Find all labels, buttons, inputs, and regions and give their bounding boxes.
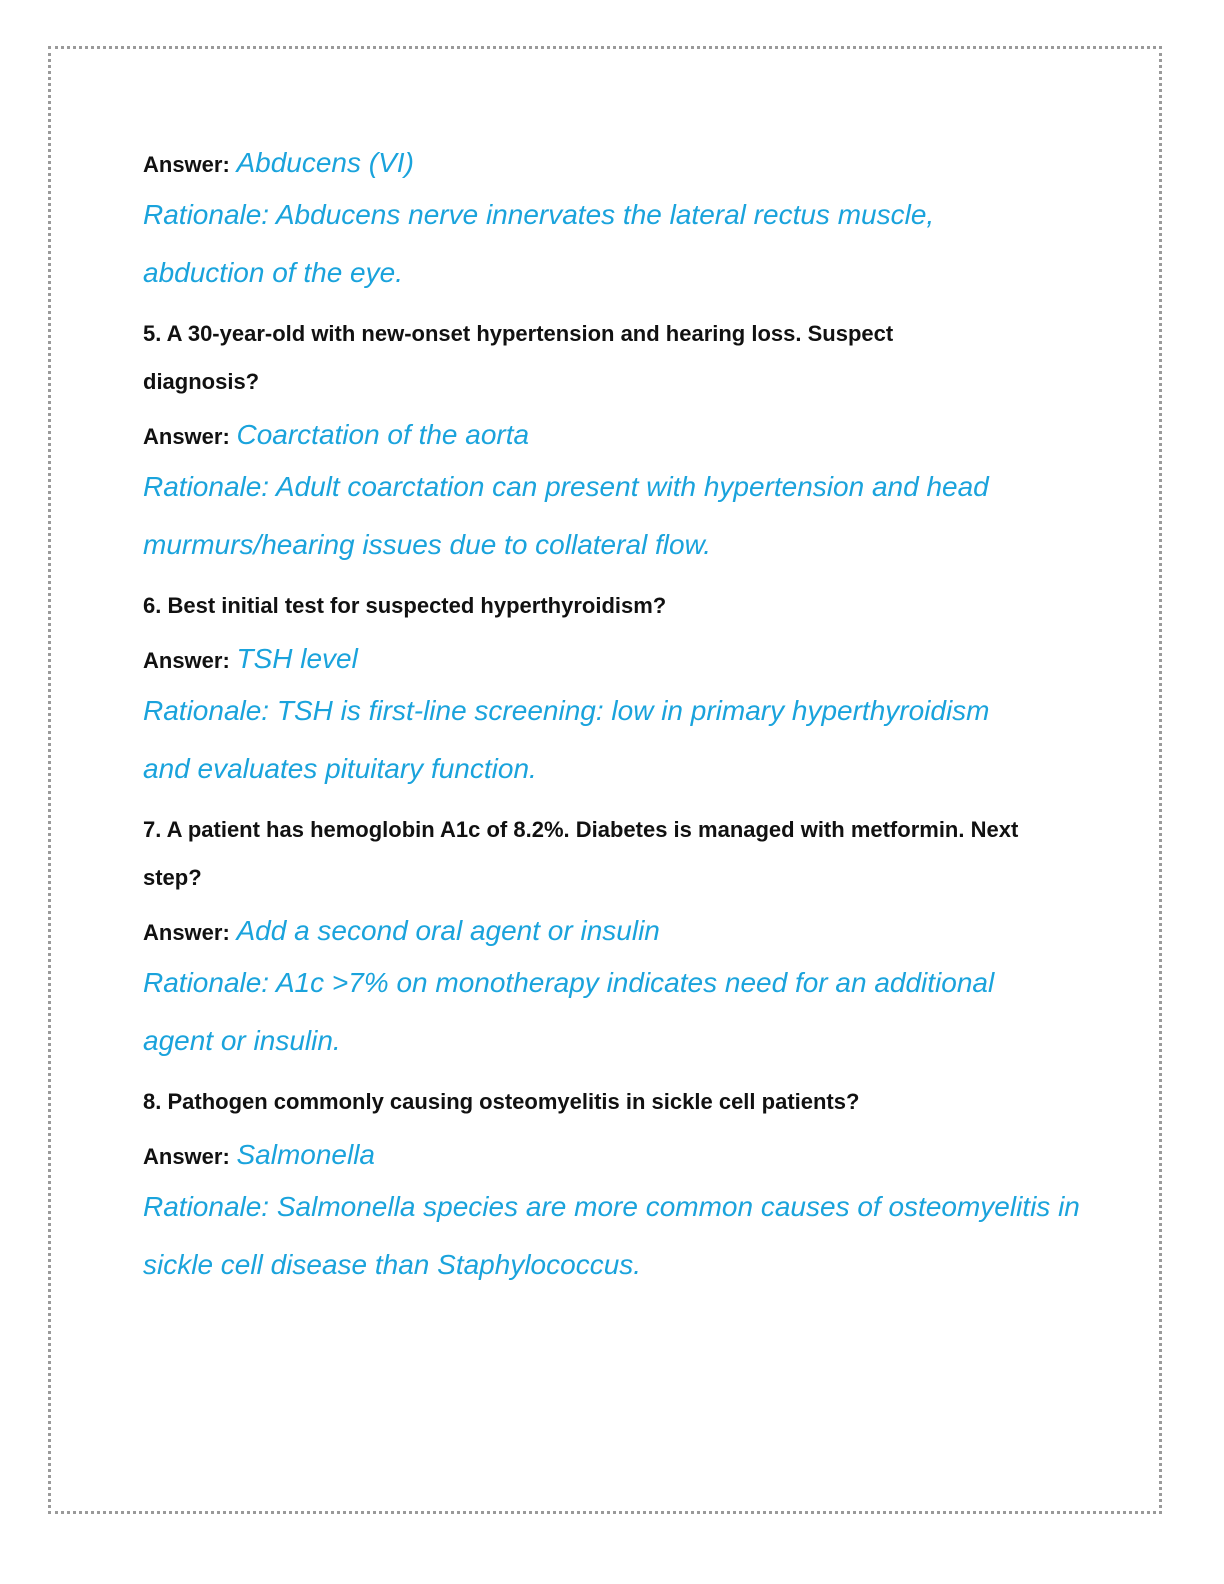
answer-label: Answer: [143,920,230,945]
answer-label: Answer: [143,424,230,449]
qa-block-8 [143,1070,1103,1294]
rationale-text: Rationale: A1c >7% on monotherapy indicates need for an additional agent or insulin. [143,967,995,1056]
answer-value: Abducens (VI) [236,147,414,178]
answer-line [143,140,1103,186]
qa-block-5 [143,302,1103,574]
answer-line [143,636,1103,682]
rationale-text: Rationale: Abducens nerve innervates the lateral rectus muscle, abduction of the eye. [143,199,935,288]
document-content [143,140,1103,1294]
answer-value: Add a second oral agent or insulin [236,915,660,946]
answer-label: Answer: [143,648,230,673]
rationale-text: Rationale: Adult coarctation can present with hypertension and head murmurs/hearing issues due to collateral flow. [143,471,989,560]
question-text: 6. Best initial test for suspected hyperthyroidism? [143,593,667,618]
answer-value: Coarctation of the aorta [236,419,530,450]
answer-value: Salmonella [236,1139,375,1170]
answer-line [143,1132,1103,1178]
question-text: 8. Pathogen commonly causing osteomyelitis in sickle cell patients? [143,1089,860,1114]
qa-block-4 [143,140,1103,302]
question-text: 5. A 30-year-old with new-onset hypertension and hearing loss. Suspect diagnosis? [143,321,894,394]
answer-value: TSH level [236,643,358,674]
qa-block-7 [143,798,1103,1070]
answer-label: Answer: [143,1144,230,1169]
qa-block-6 [143,574,1103,798]
answer-line [143,412,1103,458]
answer-label: Answer: [143,152,230,177]
answer-line [143,908,1103,954]
rationale-text: Rationale: TSH is first-line screening: low in primary hyperthyroidism and evaluates pituitary function. [143,695,990,784]
question-text: 7. A patient has hemoglobin A1c of 8.2%. Diabetes is managed with metformin. Next step? [143,817,1019,890]
rationale-text: Rationale: Salmonella species are more common causes of osteomyelitis in sickle cell disease than Staphylococcus. [143,1191,1080,1280]
